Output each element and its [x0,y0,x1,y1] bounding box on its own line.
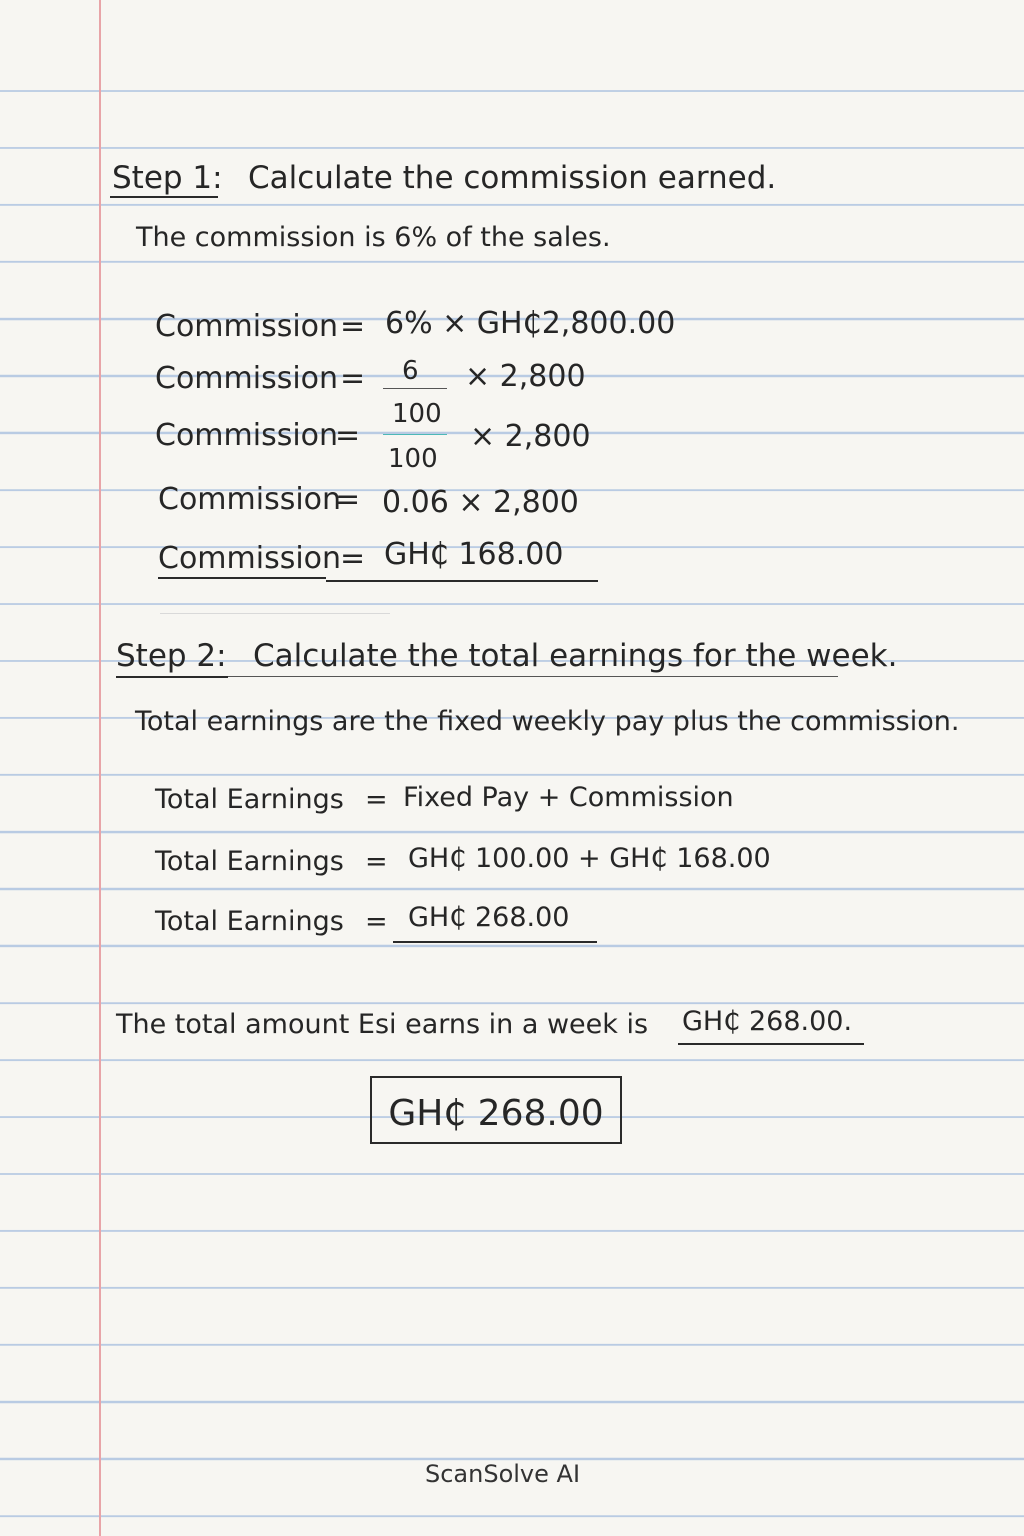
commission-result-underline [326,580,598,582]
total-earnings-expression: Fixed Pay + Commission [403,782,734,813]
fraction-denominator: 100 [388,444,438,474]
total-earnings-label: Total Earnings [155,906,344,937]
commission-label: Commission [155,309,339,344]
commission-expression: 6% × GH₵2,800.00 [385,306,676,341]
equals-sign: = [365,784,388,815]
step2-title-underline [228,676,838,677]
conclusion-amount: GH₵ 268.00. [682,1006,853,1037]
step1-label: Step 1: [112,160,223,196]
conclusion-amount-underline [678,1043,864,1045]
equals-sign: = [365,906,388,937]
fraction-denominator: 100 [392,399,442,429]
final-answer-box [370,1076,622,1144]
step1-title: Calculate the commission earned. [248,160,777,196]
commission-underline [158,577,326,579]
total-earnings-result: GH₵ 268.00 [408,902,570,933]
commission-expression: 0.06 × 2,800 [382,485,579,520]
commission-label: Commission [155,418,339,453]
equals-sign: = [340,309,366,344]
fraction-bar [383,388,447,389]
step2-title: Calculate the total earnings for the week. [253,638,898,674]
commission-label: Commission [155,361,339,396]
total-earnings-underline [393,941,597,943]
equals-sign: = [335,418,361,453]
equals-sign: = [340,361,366,396]
equals-sign: = [340,541,366,576]
margin-line [99,0,101,1536]
total-earnings-label: Total Earnings [155,846,344,877]
commission-expression: × 2,800 [470,419,591,454]
step2-description: Total earnings are the fixed weekly pay plus the commission. [135,706,960,737]
commission-label: Commission [158,541,342,576]
total-earnings-label: Total Earnings [155,784,344,815]
step2-label: Step 2: [116,638,227,674]
equals-sign: = [335,482,361,517]
step1-underline [110,196,218,198]
step1-description: The commission is 6% of the sales. [136,222,611,253]
step2-underline [116,676,228,678]
total-earnings-expression: GH₵ 100.00 + GH₵ 168.00 [408,843,771,874]
conclusion-text: The total amount Esi earns in a week is [116,1009,649,1040]
section-divider [160,613,390,614]
commission-expression: × 2,800 [465,359,586,394]
fraction-numerator: 6 [402,356,419,386]
equals-sign: = [365,846,388,877]
commission-result: GH₵ 168.00 [384,537,564,572]
footer-brand: ScanSolve AI [425,1460,581,1488]
fraction-bar [383,434,447,435]
final-answer: GH₵ 268.00 [388,1093,604,1134]
commission-label: Commission [158,482,342,517]
